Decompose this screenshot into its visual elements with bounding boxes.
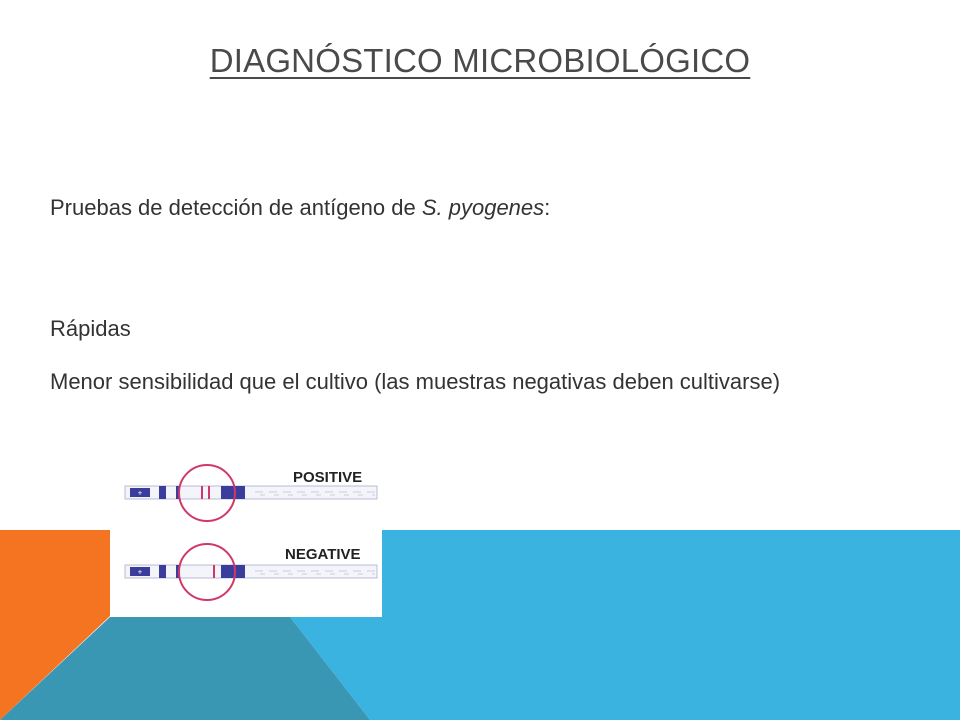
intro-text xyxy=(50,192,890,223)
positive-strip xyxy=(125,465,377,521)
point-rapid: Rápidas xyxy=(50,316,131,341)
test-strip-figure xyxy=(110,455,382,617)
svg-text:+: + xyxy=(137,567,143,577)
negative-label: NEGATIVE xyxy=(285,546,361,563)
negative-strip xyxy=(125,544,377,600)
slide-title: DIAGNÓSTICO MICROBIOLÓGICO xyxy=(209,42,751,79)
blue-band-shape xyxy=(290,530,960,720)
intro-suffix: : xyxy=(544,195,551,220)
positive-label: POSITIVE xyxy=(293,469,363,486)
svg-text:+: + xyxy=(137,488,143,498)
point-sensitivity: Menor sensibilidad que el cultivo (las muestras negativas deben cultivarse) xyxy=(50,369,781,394)
species-name: S. pyogenes xyxy=(421,195,545,220)
intro-prefix: Pruebas de detección de antígeno de xyxy=(50,195,422,220)
